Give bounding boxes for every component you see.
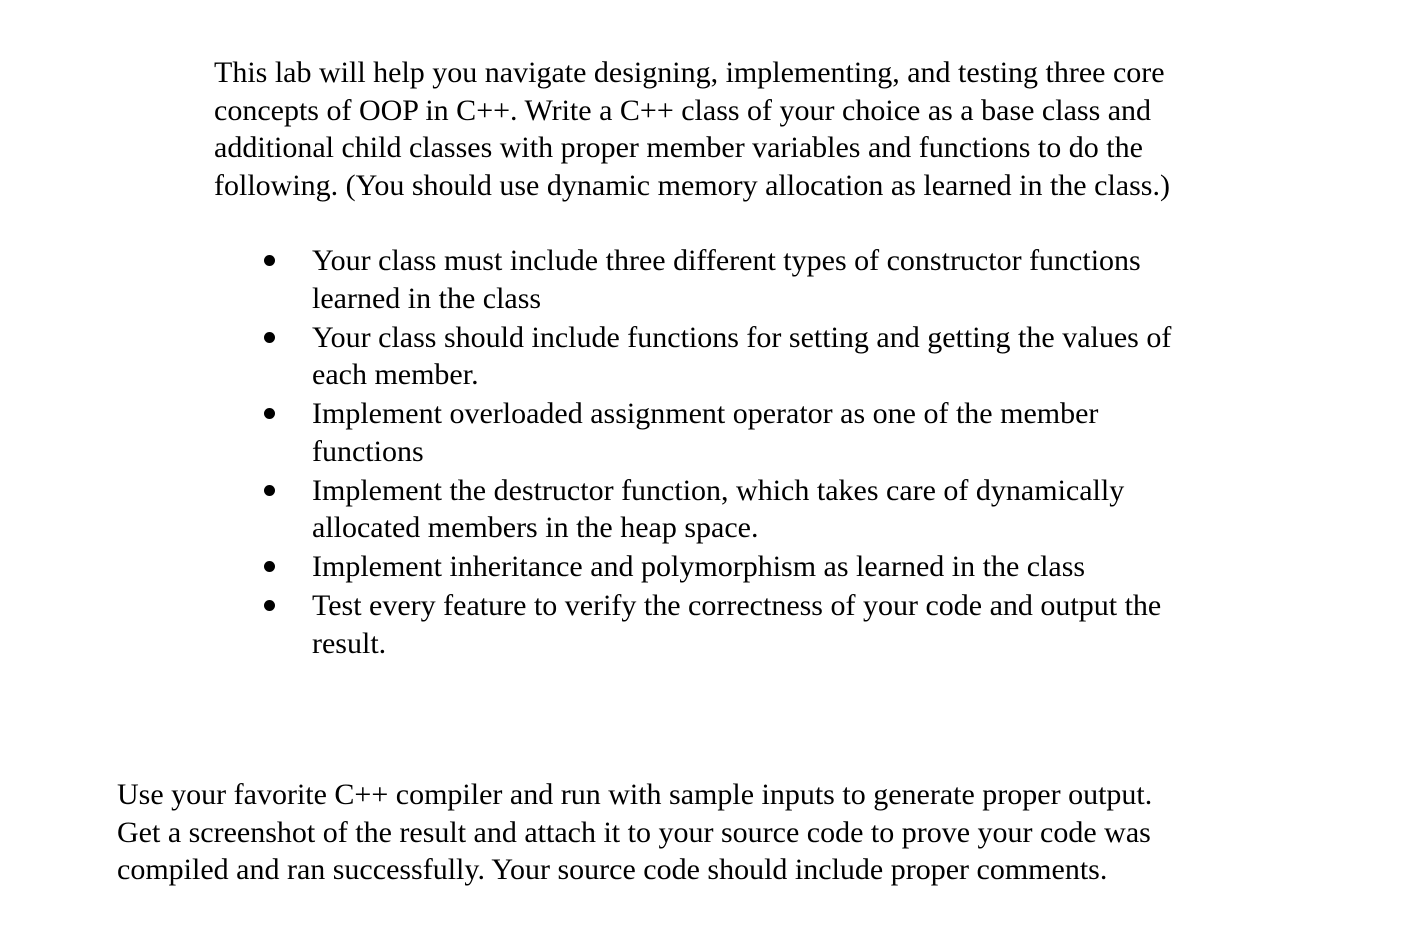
intro-paragraph (214, 54, 1294, 204)
requirement-text: each member. (312, 358, 479, 391)
requirement-text: Implement inheritance and polymorphism as learned in the class (312, 550, 1086, 583)
bullet-icon (264, 485, 275, 496)
intro-line: additional child classes with proper member variables and functions to do the (214, 131, 1143, 164)
requirement-item (0, 395, 1272, 470)
outro-line: Get a screenshot of the result and attach it to your source code to prove your code was (117, 815, 1151, 849)
requirement-text: functions (312, 434, 424, 468)
requirement-text: learned in the class (312, 281, 542, 315)
intro-line: concepts of OOP in C++. Write a C++ class of your choice as a base class and (214, 93, 1152, 127)
requirement-text: Implement overloaded assignment operator as one of the member (312, 397, 1099, 430)
requirement-item (0, 587, 1272, 662)
requirement-item (0, 472, 1272, 547)
requirement-text: Test every feature to verify the correctness of your code and output the (312, 589, 1162, 622)
bullet-icon (264, 600, 275, 611)
requirement-text: allocated members in the heap space. (312, 511, 759, 544)
outro-line: compiled and ran successfully. Your source code should include proper comments. (117, 853, 1108, 886)
outro-line: Use your favorite C++ compiler and run with sample inputs to generate proper output. (117, 778, 1153, 811)
requirement-item (0, 242, 1272, 317)
intro-line: This lab will help you navigate designing, implementing, and testing three core (214, 56, 1165, 89)
requirements-list (0, 242, 1272, 664)
intro-line: following. (You should use dynamic memory allocation as learned in the class.) (214, 168, 1170, 202)
requirement-item (0, 319, 1272, 394)
requirement-text: result. (312, 626, 387, 660)
requirement-text: Implement the destructor function, which takes care of dynamically (312, 473, 1125, 507)
bullet-icon (264, 255, 275, 266)
bullet-icon (264, 408, 275, 419)
requirement-text: Your class must include three different types of constructor functions (312, 244, 1141, 277)
requirement-item (0, 548, 1272, 586)
bullet-icon (264, 332, 275, 343)
bullet-icon (264, 561, 275, 572)
outro-paragraph (117, 776, 1317, 889)
requirement-text: Your class should include functions for setting and getting the values of (312, 320, 1172, 354)
